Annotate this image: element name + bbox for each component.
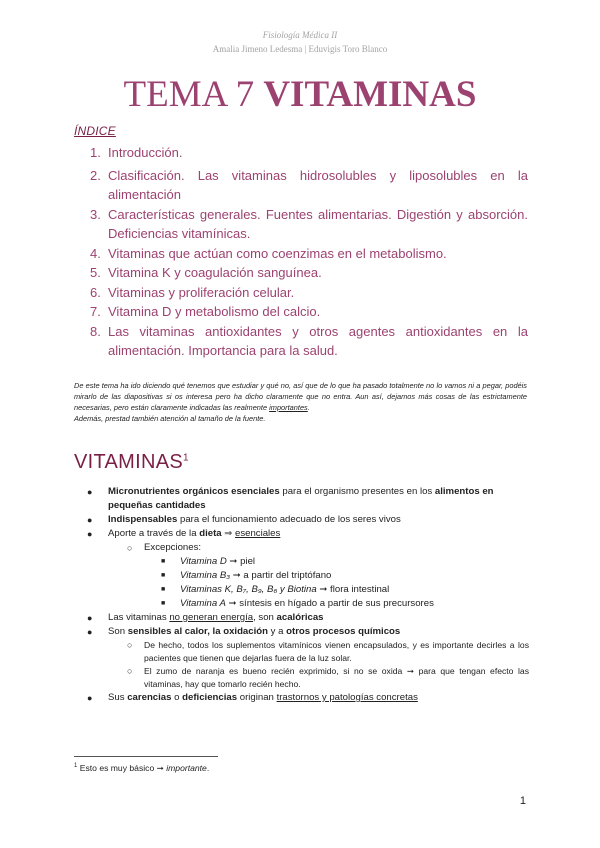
bullet-icon: ● (87, 613, 93, 623)
list-item: ○ De hecho, todos los suplementos vitamínicos vienen encapsulados, y es importante decirles a los pacientes que tienen que dejarlas fuera de la luz solar. (127, 640, 529, 663)
toc-item[interactable]: 3. Características generales. Fuentes alimentarias. Digestión y absorción. Deficiencias vitamínicas. (90, 206, 528, 241)
toc-item[interactable]: 8. Las vitaminas antioxidantes y otros agentes antioxidantes en la alimentación. Importancia para la salud. (90, 323, 528, 358)
bullet-icon: ● (87, 487, 93, 497)
bullet-icon: ● (87, 693, 93, 703)
bullet-icon: ● (87, 529, 93, 539)
list-item: ■ Vitaminas K, B₇, B₉, B₆ y Biotina ➞ flora intestinal (161, 584, 390, 595)
study-note: De este tema ha ido diciendo qué tenemos que estudiar y qué no, así que de lo que ha pasado totalmente no lo vamos ni a pegar, podéis mirarlo de las diapositivas si os interesa pero ha dicho claramente que no entra. Aun así, dejamos más cosas de las estrictamente necesarias, pero están claramente indicadas las realmente importantes. Además, prestad también atención al tamaño de la fuente. (74, 381, 527, 423)
footnote: $^1$ Esto es muy básico ➞ importante. (74, 763, 210, 773)
list-item: ■ Vitamina D ➞ piel (161, 556, 256, 567)
list-item: ■ Vitamina A ➞ síntesis en hígado a partir de sus precursores (161, 598, 434, 609)
header-authors: Amalia Jimeno Ledesma | Eduvigis Toro Blanco (212, 44, 388, 54)
list-item: ○ Excepciones: (127, 542, 202, 553)
list-item: ● Las vitaminas no generan energía, son acalóricas (87, 612, 324, 623)
toc-item[interactable]: 5. Vitamina K y coagulación sanguínea. (90, 265, 322, 280)
circle-bullet-icon: ○ (127, 666, 133, 676)
toc-item[interactable]: 4. Vitaminas que actúan como coenzimas en el metabolismo. (90, 245, 447, 261)
circle-bullet-icon: ○ (127, 640, 133, 650)
circle-bullet-icon: ○ (127, 543, 133, 553)
list-item: ● Micronutrientes orgánicos esenciales para el organismo presentes en los alimentos en pequeñas cantidades (87, 486, 494, 511)
bullet-icon: ● (87, 515, 93, 525)
square-bullet-icon: ■ (161, 572, 166, 579)
footnote-divider (74, 756, 218, 757)
toc-item[interactable]: 6. Vitaminas y proliferación celular. (90, 284, 295, 300)
title-bold: VITAMINAS (263, 74, 477, 115)
toc-item[interactable]: 2. Clasificación. Las vitaminas hidrosolubles y liposolubles en la alimentación (90, 167, 528, 202)
square-bullet-icon: ■ (161, 558, 166, 565)
header-course: Fisiología Médica II (262, 30, 338, 40)
page-number: 1 (519, 795, 526, 807)
footnote-ref[interactable]: 1 (183, 452, 189, 464)
bullet-icon: ● (87, 627, 93, 637)
list-item: ● Indispensables para el funcionamiento adecuado de los seres vivos (87, 514, 401, 525)
section-title: VITAMINAS$^1$ (74, 451, 189, 473)
list-item: ● Son sensibles al calor, la oxidación y a otros procesos químicos (87, 626, 401, 637)
list-item: ○ El zumo de naranja es bueno recién exprimido, si no se oxida ➞ para que tengan efecto las vitaminas, hay que tomarlo recién hecho. (127, 666, 529, 689)
list-item: ■ Vitamina B₃ ➞ a partir del triptófano (161, 570, 332, 581)
title-prefix: TEMA 7 (123, 74, 264, 115)
bullet-list (74, 485, 529, 705)
square-bullet-icon: ■ (161, 586, 166, 593)
list-item: ● Aporte a través de la dieta ⇒ esenciales (87, 528, 281, 539)
toc-item[interactable]: 1. Introducción. (90, 145, 183, 160)
toc-item[interactable]: 7. Vitamina D y metabolismo del calcio. (90, 304, 321, 319)
index-heading: ÍNDICE (74, 124, 116, 138)
page-title (0, 73, 600, 116)
table-of-contents (90, 143, 528, 361)
square-bullet-icon: ■ (161, 600, 166, 607)
list-item: ● Sus carencias o deficiencias originan trastornos y patologías concretas (87, 692, 418, 703)
note-underlined: importantes (269, 403, 308, 412)
